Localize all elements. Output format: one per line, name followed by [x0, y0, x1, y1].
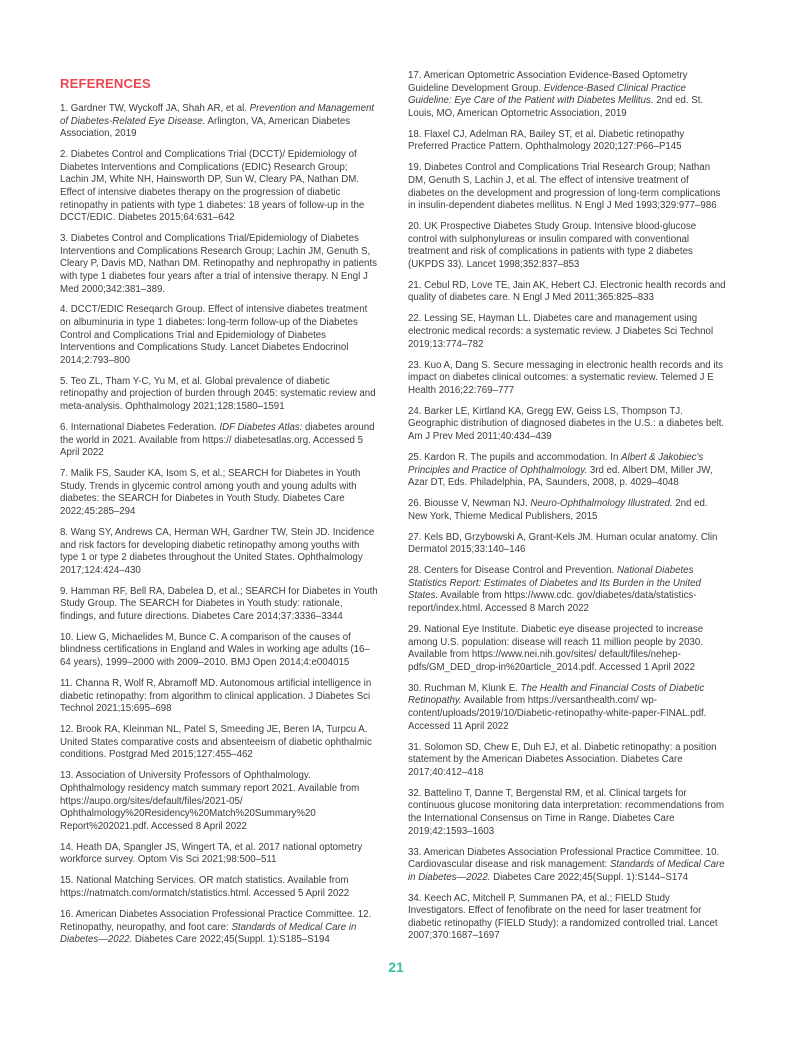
reference-entry: [408, 406, 726, 444]
reference-text: 16. American Diabetes Association Professional Practice Committee. 12. Retinopathy, neuropathy, and foot care:: [60, 908, 372, 933]
reference-title-italic: The Health and Financial Costs of Diabetic Retinopathy.: [408, 682, 705, 707]
reference-text: 34. Keech AC, Mitchell P, Summanen PA, et al.; FIELD Study Investigators. Effect of fenofibrate on the need for laser treatment for diabetic retinopathy (FIELD Study): a randomized controlled trial. Lancet 2007;370:1687–1697: [408, 892, 718, 942]
reference-entry: [408, 221, 726, 271]
reference-text: 3. Diabetes Control and Complications Trial/Epidemiology of Diabetes Interventions and Complications Research Group; Lachin JM, Genuth S, Cleary P, Davis MD, Nathan DM. Retinopathy and nephropathy in patients with type 1 diabetes four years after a trial of intensive therapy. N Engl J Med 2000;342:381–389.: [60, 233, 377, 295]
reference-entry: [60, 233, 378, 296]
reference-entry: [60, 909, 378, 947]
references-left-column: [60, 103, 378, 955]
reference-text: 9. Hamman RF, Bell RA, Dabelea D, et al.; SEARCH for Diabetes in Youth Study Group. The SEARCH for Diabetes in Youth study: rationale, findings, and future directions. Diabetes Care 2014;37:3336–3344: [60, 585, 378, 622]
reference-text: 11. Channa R, Wolf R, Abramoff MD. Autonomous artificial intelligence in diabetic retinopathy: from algorithm to clinical application. J Diabetes Sci Technol 2021;15:695–698: [60, 678, 372, 715]
reference-entry: [408, 532, 726, 557]
reference-text: 25. Kardon R. The pupils and accommodation. In: [408, 451, 622, 463]
page-number: 21: [388, 959, 404, 975]
reference-entry: [60, 724, 378, 762]
reference-entry: [408, 624, 726, 674]
reference-title-italic: Evidence-Based Clinical Practice Guideline: Eye Care of the Patient with Diabetes Mellitus.: [408, 82, 686, 107]
reference-entry: [408, 498, 726, 523]
reference-text: 30. Ruchman M, Klunk E.: [408, 682, 521, 694]
reference-text: 8. Wang SY, Andrews CA, Herman WH, Gardner TW, Stein JD. Incidence and risk factors for developing diabetic retinopathy among youths with type 1 or type 2 diabetes throughout the United States. Ophthalmology 2017;124:424–430: [60, 526, 375, 576]
reference-entry: [60, 468, 378, 518]
reference-text: Available from https://versanthealth.com/ wp-content/uploads/2019/10/Diabetic-retinopathy-white-paper-FINAL.pdf. Accessed 11 April 2022: [408, 695, 707, 732]
reference-text: 26. Biousse V, Newman NJ.: [408, 498, 531, 510]
reference-text: 4. DCCT/EDIC Reseqarch Group. Effect of intensive diabetes treatment on albuminuria in type 1 diabetes: long-term follow-up of the Diabetes Control and Complications Trial and Epidemiology of Diabetes Interventions and Complications Study. Lancet Diabetes Endocrinol 2014;2:793–800: [60, 304, 368, 366]
reference-text: 27. Kels BD, Grzybowski A, Grant-Kels JM. Human ocular anatomy. Clin Dermatol 2015;33:140–146: [408, 531, 718, 556]
reference-text: 23. Kuo A, Dang S. Secure messaging in electronic health records and its impact on diabetes clinical outcomes: a systematic review. Telemed J E Health 2016;22:769–777: [408, 359, 724, 396]
reference-entry: [60, 842, 378, 867]
reference-title-italic: Neuro-Ophthalmology Illustrated.: [530, 498, 673, 510]
reference-entry: [408, 565, 726, 615]
reference-entry: [60, 770, 378, 833]
reference-text: 13. Association of University Professors of Ophthalmology. Ophthalmology residency match summary report 2021. Available from https://aupo.org/sites/default/files/2021-05/ Ophthalmology%20Residency%20Match%20Summary%20 Report%202021.pdf. Accessed 8 April 2022: [60, 770, 360, 832]
reference-entry: [408, 742, 726, 780]
reference-entry: [408, 452, 726, 490]
reference-entry: [408, 683, 726, 733]
reference-text: 7. Malik FS, Sauder KA, Isom S, et al.; SEARCH for Diabetes in Youth Study. Trends in glycemic control among youth and young adults with diabetes: the SEARCH for Diabetes in Youth Study. Diabetes Care 2022;45:285–294: [60, 468, 361, 517]
reference-text: 28. Centers for Disease Control and Prevention.: [408, 565, 617, 577]
reference-title-italic: Standards of Medical Care in Diabetes—2022.: [60, 921, 357, 946]
reference-entry: [60, 632, 378, 670]
reference-text: Diabetes Care 2022;45(Suppl. 1):S144–S174: [490, 871, 689, 883]
reference-text: diabetes around the world in 2021. Available from https:// diabetesatlas.org. Accessed 5 April 2022: [60, 422, 375, 459]
reference-title-italic: National Diabetes Statistics Report: Estimates of Diabetes and Its Burden in the United States.: [408, 565, 701, 602]
reference-text: 32. Battelino T, Danne T, Bergenstal RM, et al. Clinical targets for continuous glucose monitoring data interpretation: recommendations from the International Consensus on Time in Range. Diabetes Care 2019;42:1593–1603: [408, 787, 725, 837]
reference-entry: [408, 162, 726, 212]
reference-text: 12. Brook RA, Kleinman NL, Patel S, Smeeding JE, Beren IA, Turpcu A. United States comparative costs and absenteeism of diabetic ophthalmic conditions. Postgrad Med 2015;127:455–462: [60, 724, 372, 761]
reference-text: 31. Solomon SD, Chew E, Duh EJ, et al. Diabetic retinopathy: a position statement by the American Diabetes Association. Diabetes Care 2017;40:412–418: [408, 741, 717, 778]
reference-entry: [60, 527, 378, 577]
reference-entry: [60, 149, 378, 225]
reference-entry: [408, 847, 726, 885]
reference-text: 1. Gardner TW, Wyckoff JA, Shah AR, et al.: [60, 103, 250, 114]
reference-text: 22. Lessing SE, Hayman LL. Diabetes care and management using electronic medical records: a systematic review. J Diabetes Sci Technol 2019;13:774–782: [408, 313, 714, 350]
reference-text: Diabetes Care 2022;45(Suppl. 1):S185–S194: [132, 934, 330, 946]
reference-text: 29. National Eye Institute. Diabetic eye disease projected to increase among U.S. population: disease will reach 11 million people by 2030. Available from https://www.nei.nih.gov/sites/ default/files/nehep-pdfs/GM_DED_drop-in%20article_2014.pdf. Accessed 1 April 2022: [408, 624, 704, 673]
reference-entry: [408, 313, 726, 351]
reference-entry: [60, 422, 378, 460]
reference-text: 14. Heath DA, Spangler JS, Wingert TA, et al. 2017 national optometry workforce survey. Optom Vis Sci 2021;98:500–511: [60, 841, 363, 866]
reference-entry: [408, 280, 726, 305]
reference-text: 2. Diabetes Control and Complications Trial (DCCT)/ Epidemiology of Diabetes Interventions and Complications (EDIC) Research Group; Lachin JM, White NH, Hainsworth DP, Sun W, Cleary PA, Nathan DM. Effect of intensive diabetes therapy on the progression of diabetic retinopathy in patients with type 1 diabetes: 18 years of follow-up in the DCCT/EDIC. Diabetes 2015;64:631–642: [60, 149, 365, 224]
reference-text: 18. Flaxel CJ, Adelman RA, Bailey ST, et al. Diabetic retinopathy Preferred Practice Pattern. Ophthalmology 2020;127:P66–P145: [408, 128, 685, 153]
references-right-column: [408, 70, 726, 951]
reference-title-italic: IDF Diabetes Atlas:: [219, 422, 303, 434]
reference-text: 17. American Optometric Association Evidence-Based Optometry Guideline Development Group.: [408, 70, 688, 94]
reference-text: Arlington, VA, American Diabetes Association, 2019: [60, 115, 351, 140]
reference-entry: [408, 129, 726, 154]
references-heading: REFERENCES: [60, 76, 151, 91]
reference-text: 19. Diabetes Control and Complications Trial Research Group; Nathan DM, Genuth S, Lachin J, et al. The effect of intensive treatment of diabetes on the development and progression of long-term complications in insulin-dependent diabetes mellitus. N Engl J Med 1993;329:977–986: [408, 162, 721, 212]
reference-text: 3rd ed. Albert DM, Miller JW, Azar DT, Eds. Philadelphia, PA, Saunders, 2008, p. 4029–4048: [408, 464, 713, 489]
reference-text: 33. American Diabetes Association Professional Practice Committee. 10. Cardiovascular disease and risk management:: [408, 846, 720, 871]
reference-text: 2nd ed. New York, Thieme Medical Publishers, 2015: [408, 498, 708, 522]
reference-title-italic: Albert & Jakobiec's Principles and Practice of Ophthalmology.: [408, 451, 704, 476]
reference-text: 21. Cebul RD, Love TE, Jain AK, Hebert CJ. Electronic health records and quality of diabetes care. N Engl J Med 2011;365:825–833: [408, 279, 726, 304]
reference-text: 5. Teo ZL, Tham Y-C, Yu M, et al. Global prevalence of diabetic retinopathy and projection of burden through 2045: systematic review and meta-analysis. Ophthalmology 2021;128:1580–1591: [60, 375, 376, 413]
reference-text: 24. Barker LE, Kirtland KA, Gregg EW, Geiss LS, Thompson TJ. Geographic distribution of diagnosed diabetes in the U.S.: a diabetes belt. Am J Prev Med 2011;40:434–439: [408, 405, 725, 442]
reference-entry: [60, 376, 378, 414]
reference-text: 10. Liew G, Michaelides M, Bunce C. A comparison of the causes of blindness certifications in England and Wales in working age adults (16–64 years), 1999–2000 with 2009–2010. BMJ Open 2014;4:e004015: [60, 631, 370, 669]
reference-entry: [408, 893, 726, 943]
reference-entry: [408, 788, 726, 838]
reference-entry: [60, 875, 378, 900]
reference-entry: [60, 304, 378, 367]
reference-text: 2nd ed. St. Louis, MO, American Optometric Association, 2019: [408, 95, 704, 119]
reference-text: 20. UK Prospective Diabetes Study Group. Intensive blood-glucose control with sulphonylureas or insulin compared with conventional treatment and risk of complications in patients with type 2 diabetes (UKPDS 33). Lancet 1998;352:837–853: [408, 221, 697, 270]
reference-text: 6. International Diabetes Federation.: [60, 422, 220, 434]
reference-text: Available from https://www.cdc. gov/diabetes/data/statistics-report/index.html. Accessed 8 March 2022: [408, 590, 697, 615]
reference-entry: [408, 360, 726, 398]
reference-title-italic: Prevention and Management of Diabetes-Related Eye Disease.: [60, 103, 375, 127]
reference-title-italic: Standards of Medical Care in Diabetes—2022.: [408, 859, 725, 883]
reference-entry: [60, 586, 378, 624]
reference-text: 15. National Matching Services. OR match statistics. Available from https://natmatch.com/ormatch/statistics.html. Accessed 5 April 2022: [60, 875, 350, 899]
reference-entry: [60, 678, 378, 716]
reference-entry: [408, 70, 726, 120]
reference-entry: [60, 103, 378, 141]
